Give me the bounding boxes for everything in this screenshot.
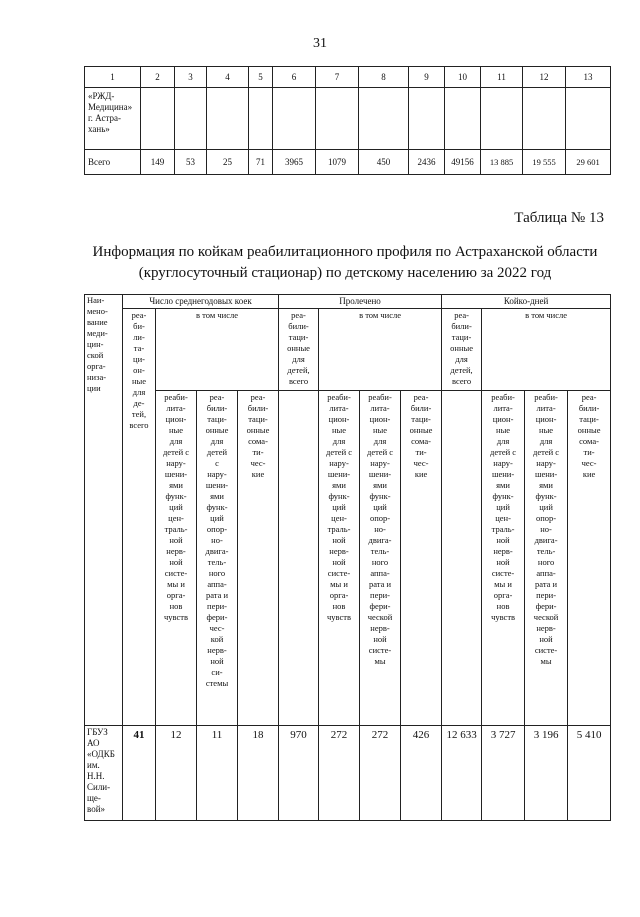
- main-table: [84, 294, 611, 821]
- org-name-cell: ГБУЗ АО «ОДКБ им. Н.Н. Сили- ще- вой»: [85, 726, 123, 821]
- table-cell: [359, 88, 409, 150]
- top-continuation-table: [84, 66, 611, 175]
- table-cell: 272: [360, 726, 401, 821]
- table-cell: [273, 88, 316, 150]
- in-that-header: в том числе: [319, 309, 442, 391]
- table-cell: 3 196: [525, 726, 568, 821]
- column-number: 12: [523, 67, 566, 88]
- in-that-header: в том числе: [482, 309, 611, 391]
- somatic-column-header: реа- били- таци- онные сома- ти- чес- кие: [568, 391, 611, 726]
- column-number: 4: [207, 67, 249, 88]
- table-cell: 2436: [409, 150, 445, 175]
- table-cell: 5 410: [568, 726, 611, 821]
- title-line: Информация по койкам реабилитационного профиля по Астраханской области: [92, 244, 598, 260]
- total-label: Всего: [85, 150, 141, 175]
- org-column-header: Наи- мено- вание меди- цин- ской орга- низа- ции: [85, 295, 123, 726]
- cns-column-header: реаби- лита- цион- ные для детей с нару- шени- ями функ- ций цен- траль- ной нерв- ной систе- мы и орга- нов чувств: [319, 391, 360, 726]
- column-number: 9: [409, 67, 445, 88]
- table-cell: [249, 88, 273, 150]
- table-cell: [523, 88, 566, 150]
- table-cell: 18: [238, 726, 279, 821]
- table-cell: [445, 88, 481, 150]
- table-cell: 25: [207, 150, 249, 175]
- table-cell: 3 727: [482, 726, 525, 821]
- total-column-header: реа- би- ли- та- ци- он- ные для де- тей, всего: [123, 309, 156, 726]
- table-cell: 450: [359, 150, 409, 175]
- in-that-header: в том числе: [156, 309, 279, 391]
- group-header-bed-days: Койко-дней: [442, 295, 611, 309]
- column-number-row: [85, 67, 611, 88]
- table-cell: [409, 88, 445, 150]
- table-cell: 71: [249, 150, 273, 175]
- table-cell: 970: [279, 726, 319, 821]
- table-cell: [316, 88, 359, 150]
- table-cell: [481, 88, 523, 150]
- table-cell: 29 601: [566, 150, 611, 175]
- table-cell: [207, 88, 249, 150]
- empty-header-cell: [442, 391, 482, 726]
- total-column-header: реа- били- таци- онные для детей, всего: [442, 309, 482, 391]
- page-number: 31: [313, 36, 327, 51]
- table-cell: [141, 88, 175, 150]
- table-cell: 53: [175, 150, 207, 175]
- cns-column-header: реаби- лита- цион- ные для детей с нару- шени- ями функ- ций цен- траль- ной нерв- ной систе- мы и орга- нов чувств: [156, 391, 197, 726]
- total-column-header: реа- били- таци- онные для детей, всего: [279, 309, 319, 391]
- table-cell: 19 555: [523, 150, 566, 175]
- subheader-row: [85, 309, 611, 391]
- org-name-cell: «РЖД- Медицина» г. Астра- хань»: [85, 88, 141, 150]
- table-cell: 149: [141, 150, 175, 175]
- group-header-row: [85, 295, 611, 309]
- column-number: 6: [273, 67, 316, 88]
- somatic-column-header: реа- били- таци- онные сома- ти- чес- кие: [401, 391, 442, 726]
- column-number: 11: [481, 67, 523, 88]
- table-cell: 426: [401, 726, 442, 821]
- table-cell: [566, 88, 611, 150]
- table-cell: 1079: [316, 150, 359, 175]
- table-cell: 12: [156, 726, 197, 821]
- column-number: 5: [249, 67, 273, 88]
- musculoskeletal-column-header: реаби- лита- цион- ные для детей с нару- шени- ями функ- ций опор- но- двига- тель- ного аппа- рата и пери- фери- ческой нерв- ной систе- мы: [360, 391, 401, 726]
- table-cell: 12 633: [442, 726, 482, 821]
- document-title: [70, 242, 620, 284]
- total-row: [85, 150, 611, 175]
- column-number: 13: [566, 67, 611, 88]
- column-number: 7: [316, 67, 359, 88]
- column-number: 10: [445, 67, 481, 88]
- empty-header-cell: [279, 391, 319, 726]
- group-header-treated: Пролечено: [279, 295, 442, 309]
- table-cell: 3965: [273, 150, 316, 175]
- title-line: (круглосуточный стационар) по детскому населению за 2022 год: [138, 265, 552, 281]
- somatic-column-header: реа- били- таци- онные сома- ти- чес- кие: [238, 391, 279, 726]
- table-cell: 272: [319, 726, 360, 821]
- musculoskeletal-column-header: реаби- лита- цион- ные для детей с нару- шени- ями функ- ций опор- но- двига- тель- ного аппа- рата и пери- фери- ческой нерв- ной систе- мы: [525, 391, 568, 726]
- table-row: [85, 726, 611, 821]
- column-number: 1: [85, 67, 141, 88]
- table-row: [85, 88, 611, 150]
- table-cell: 41: [123, 726, 156, 821]
- table-cell: [175, 88, 207, 150]
- musculoskeletal-column-header: реа- били- таци- онные для детей с нару- шени- ями функ- ций опор- но- двига- тель- ного аппа- рата и пери- фери- чес- кой нерв- ной си- стемы: [197, 391, 238, 726]
- column-number: 2: [141, 67, 175, 88]
- cns-column-header: реаби- лита- цион- ные для детей с нару- шени- ями функ- ций цен- траль- ной нерв- ной систе- мы и орга- нов чувств: [482, 391, 525, 726]
- table-cell: 49156: [445, 150, 481, 175]
- table-cell: 11: [197, 726, 238, 821]
- table-cell: 13 885: [481, 150, 523, 175]
- table-label: Таблица № 13: [514, 210, 604, 226]
- group-header-avg-beds: Число среднегодовых коек: [123, 295, 279, 309]
- detail-header-row: [85, 391, 611, 726]
- column-number: 3: [175, 67, 207, 88]
- column-number: 8: [359, 67, 409, 88]
